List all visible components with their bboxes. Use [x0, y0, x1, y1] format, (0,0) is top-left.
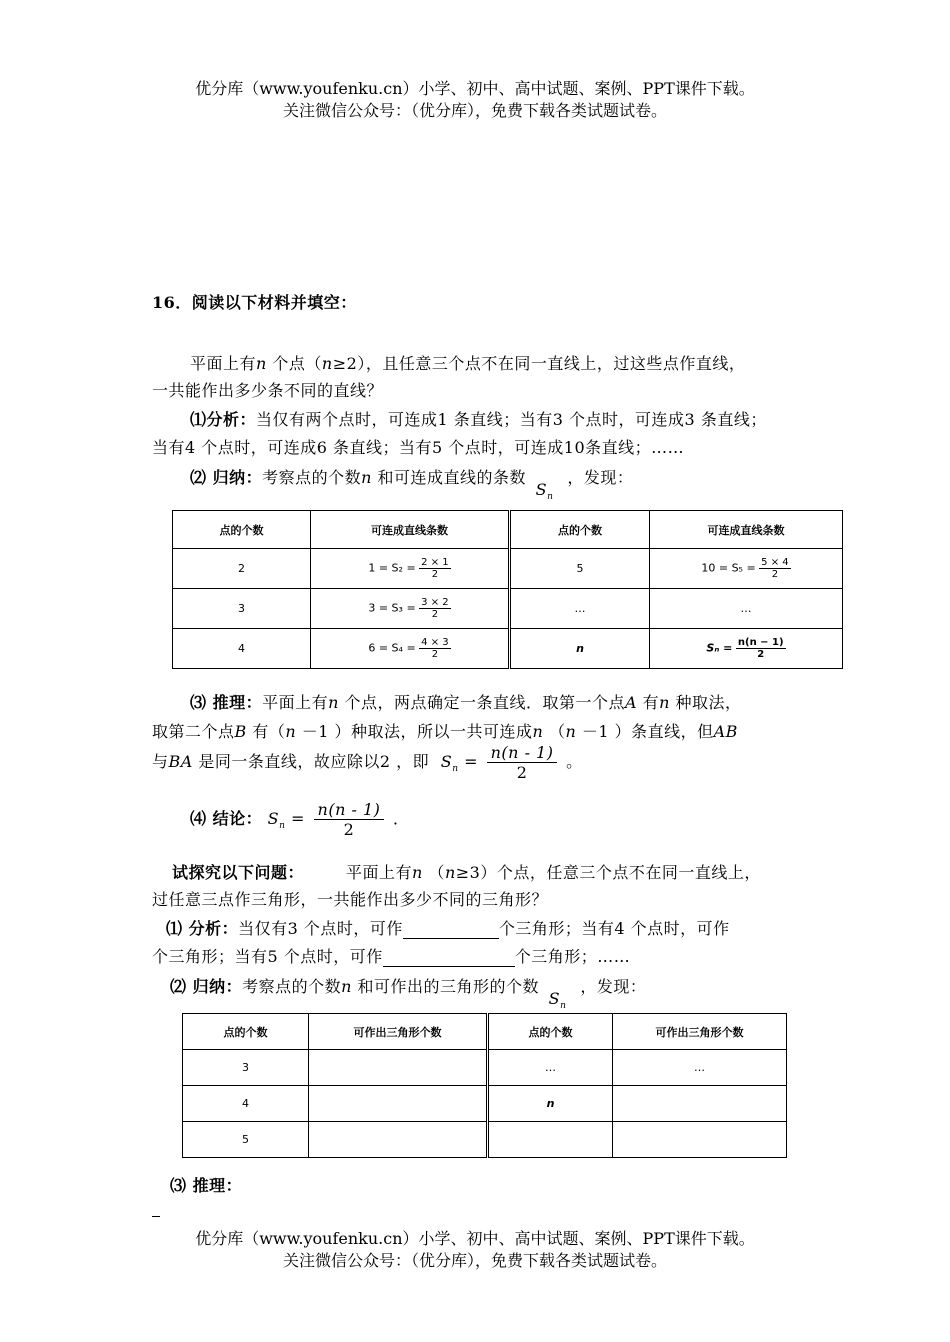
table-row: 5 [183, 1122, 787, 1158]
analysis-line-2: 当有4 个点时，可连成6 条直线；当有5 个点时，可连成10条直线；…… [152, 438, 685, 457]
induction-line: ⑵ 归纳：考察点的个数n 和可连成直线的条数 $S_n$，发现： [190, 468, 634, 503]
answer-cell[interactable] [613, 1086, 787, 1122]
footer-line-2: 关注微信公众号：（优分库），免费下载各类试题试卷。 [282, 1251, 667, 1270]
table-header: 点的个数 [183, 1014, 309, 1050]
reasoning-line-1: ⑶ 推理：平面上有n 个点，两点确定一条直线．取第一个点A 有n 种取法， [190, 693, 742, 712]
footer-line-1: 优分库（www.youfenku.cn）小学、初中、高中试题、案例、PPT课件下载。 [195, 1229, 755, 1248]
sn-formula: $\frac{n(n - 1)}{2}$ [487, 743, 558, 782]
table-row: 2 1 = S₂ = $\frac{2 \times 1}{2}$ 5 10 = S₅ = $\frac{5 \times 4}{2}$ [173, 549, 843, 589]
table-row: 3 3 = S₃ = $\frac{3 \times 2}{2}$ … … [173, 589, 843, 629]
answer-cell[interactable] [309, 1086, 488, 1122]
header-line-2: 关注微信公众号：（优分库），免费下载各类试题试卷。 [282, 101, 667, 120]
table-row: 3 … … [183, 1050, 787, 1086]
table-header: 可作出三角形个数 [309, 1014, 488, 1050]
table-header: 点的个数 [510, 511, 650, 549]
answer-cell[interactable] [309, 1122, 488, 1158]
explore-analysis-line-1: ⑴ 分析：当仅有3 个点时，可作 个三角形；当有4 个点时，可作 [166, 919, 730, 938]
conclusion-line: ⑷ 结论： $S_n$ = $\frac{n(n - 1)}{2}$ ． [190, 800, 410, 839]
table-header: 可作出三角形个数 [613, 1014, 787, 1050]
explore-analysis-line-2: 个三角形；当有5 个点时，可作 个三角形；…… [152, 947, 631, 966]
explore-reasoning-label: ⑶ 推理： [170, 1176, 243, 1195]
header-line-1: 优分库（www.youfenku.cn）小学、初中、高中试题、案例、PPT课件下载。 [195, 79, 755, 98]
lines-table [172, 510, 843, 669]
analysis-line-1: ⑴分析：当仅有两个点时，可连成1 条直线；当有3 个点时，可连成3 条直线； [190, 410, 767, 429]
triangles-table [182, 1013, 787, 1158]
reasoning-line-2: 取第二个点B 有（n －1 ）种取法，所以一共可连成n （n －1 ）条直线，但AB [152, 722, 738, 741]
table-header: 点的个数 [173, 511, 311, 549]
problem-line-1: 平面上有n 个点（n≥2），且任意三个点不在同一直线上，过这些点作直线， [190, 354, 746, 373]
table-row: 4 6 = S₄ = $\frac{4 \times 3}{2}$ n Sₙ = $\frac{n(n - 1)}{2}$ [173, 629, 843, 669]
blank-5-points[interactable] [383, 966, 515, 967]
table-header: 可连成直线条数 [650, 511, 843, 549]
table-header: 可连成直线条数 [311, 511, 510, 549]
reasoning-line-3: 与BA 是同一条直线，故应除以2 ，即 $S_n$ = $\frac{n(n - 1)}{2}$ 。 [152, 743, 583, 782]
explore-induction-line: ⑵ 归纳：考察点的个数n 和可作出的三角形的个数 $S_n$，发现： [170, 977, 647, 1012]
explore-line-1: 试探究以下问题： 平面上有n （n≥3）个点，任意三个点不在同一直线上， [172, 863, 761, 882]
explore-line-2: 过任意三点作三角形，一共能作出多少不同的三角形？ [152, 890, 549, 909]
problem-line-2: 一共能作出多少条不同的直线？ [152, 381, 384, 400]
table-row: 4 n [183, 1086, 787, 1122]
conclusion-formula: $\frac{n(n - 1)}{2}$ [314, 800, 385, 839]
table-header: 点的个数 [488, 1014, 613, 1050]
blank-3-points[interactable] [403, 938, 499, 939]
stray-mark [152, 1216, 160, 1217]
question-title: 16．阅读以下材料并填空： [152, 293, 357, 312]
answer-cell[interactable] [309, 1050, 488, 1086]
